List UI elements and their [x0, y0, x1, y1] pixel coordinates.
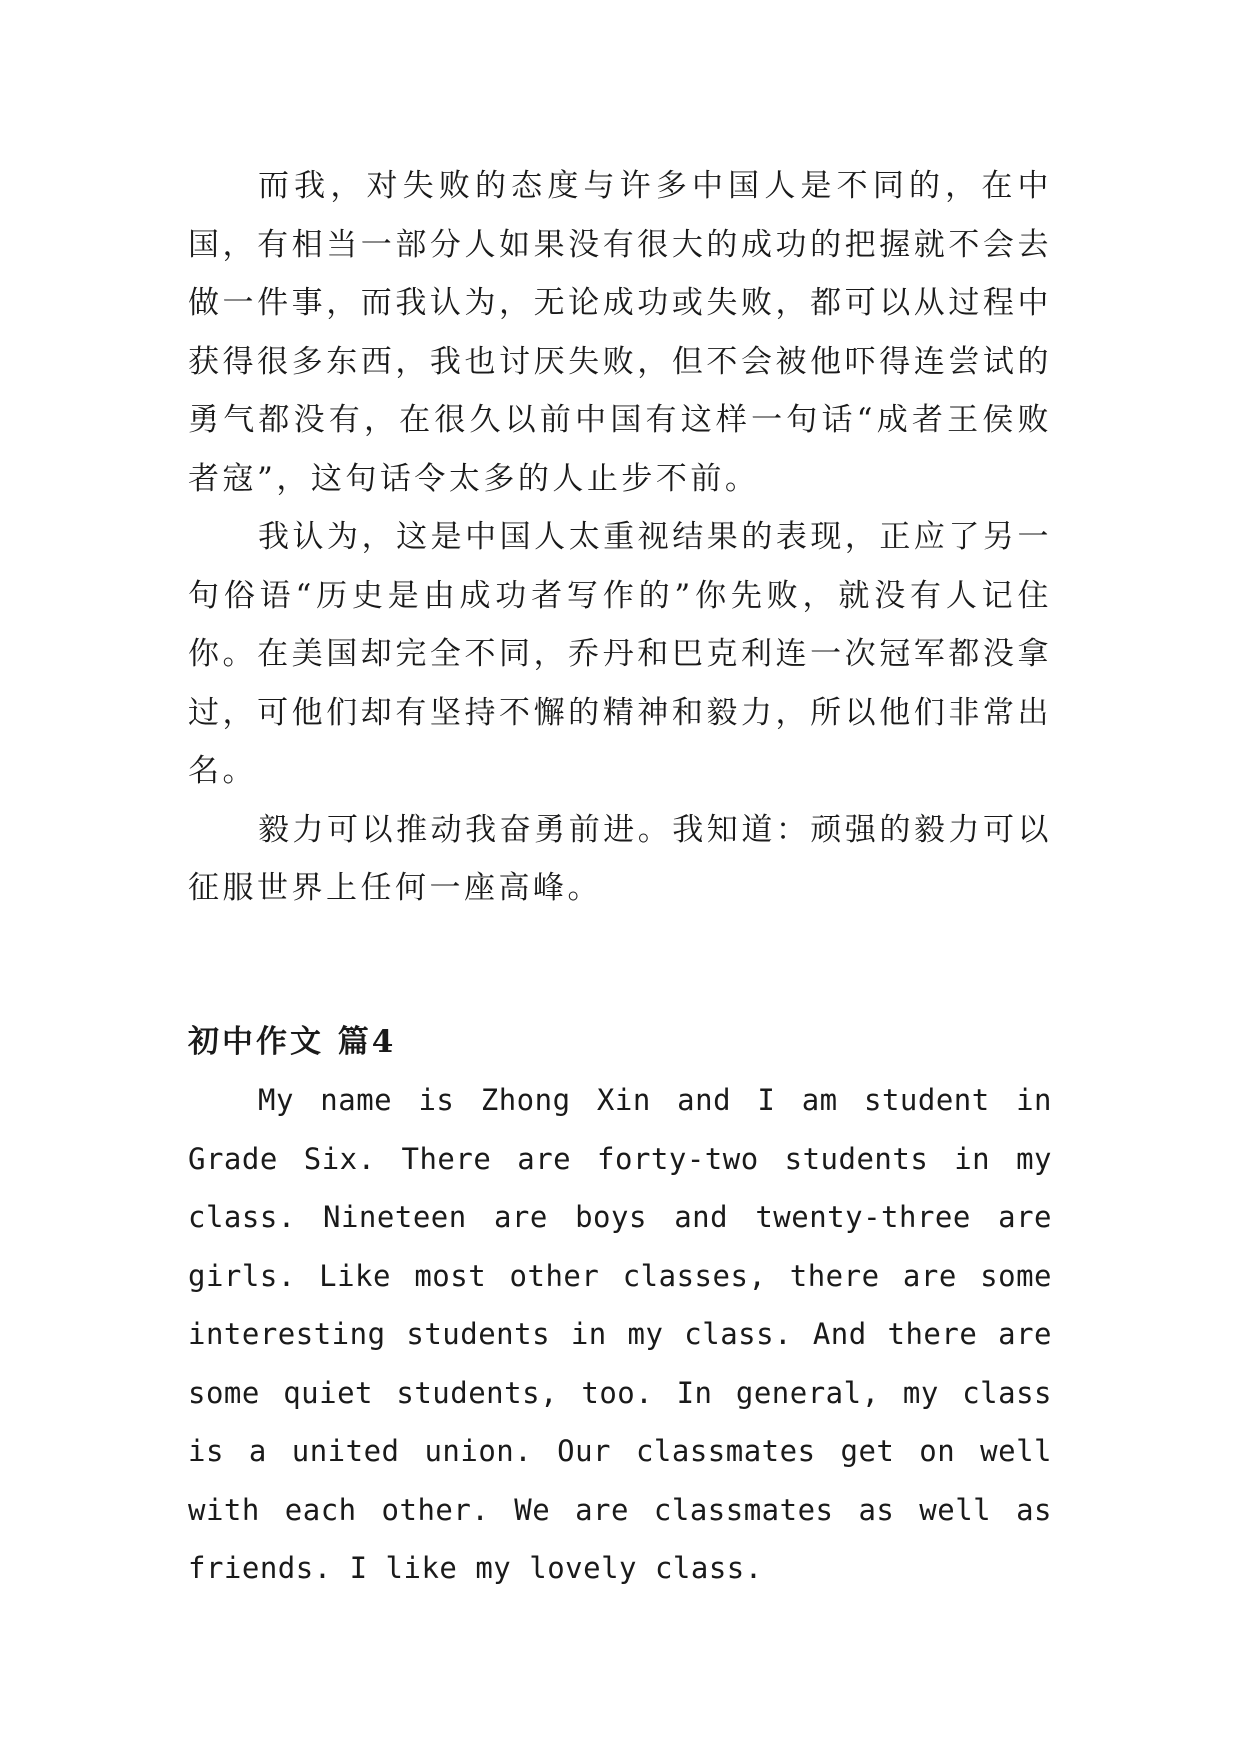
paragraph-failure-attitude: 而我，对失败的态度与许多中国人是不同的，在中国，有相当一部分人如果没有很大的成功的把握就不会去做一件事，而我认为，无论成功或失败，都可以从过程中获得很多东西，我也讨厌失败，但不会被他吓得连尝试的勇气都没有，在很久以前中国有这样一句话“成者王侯败者寇”，这句话令太多的人止步不前。 — [188, 168, 1052, 497]
document-body — [188, 157, 1052, 1598]
paragraph-english-class: My name is Zhong Xin and I am student in Grade Six. There are forty-two students in my class. Nineteen are boys and twenty-three are girls. Like most other classes, there are some interesting students in my class. And there are some quiet students, too. In general, my class is a united union. Our classmates get on well with each other. We are classmates as well as friends. I like my lovely class. — [188, 1083, 1052, 1585]
section-heading: 初中作文 篇4 — [188, 1023, 397, 1060]
paragraph-result-focus: 我认为，这是中国人太重视结果的表现，正应了另一句俗语“历史是由成功者写作的”你先败，就没有人记住你。在美国却完全不同，乔丹和巴克利连一次冠军都没拿过，可他们却有坚持不懈的精神和毅力，所以他们非常出名。 — [188, 519, 1052, 789]
paragraph-perseverance: 毅力可以推动我奋勇前进。我知道：顽强的毅力可以征服世界上任何一座高峰。 — [188, 811, 1052, 906]
